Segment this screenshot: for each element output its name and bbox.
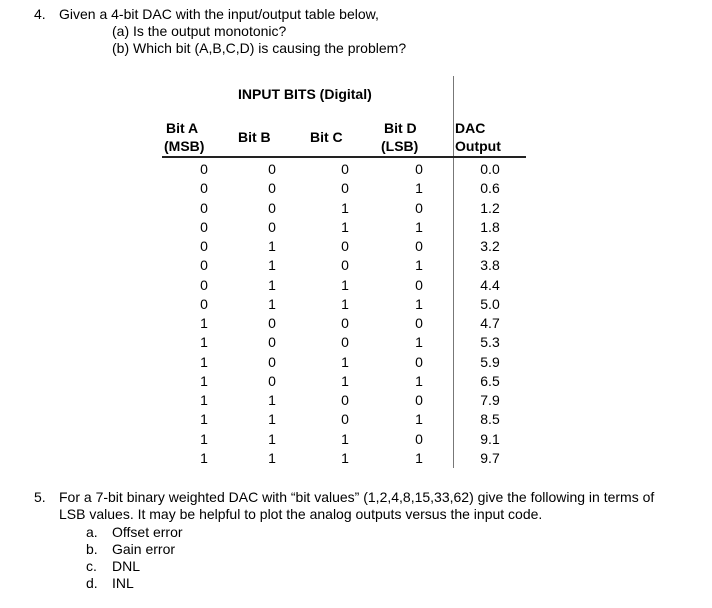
- cell-bit-a: 1: [200, 449, 208, 466]
- cell-bit-a: 1: [200, 372, 208, 389]
- input-bits-header: INPUT BITS (Digital): [238, 86, 372, 102]
- cell-bit-d: 0: [415, 199, 423, 216]
- cell-bit-d: 0: [415, 430, 423, 447]
- cell-bit-b: 1: [268, 430, 276, 447]
- cell-bit-c: 0: [341, 257, 349, 274]
- cell-dac-output: 0.6: [480, 180, 500, 197]
- cell-bit-d: 1: [415, 411, 423, 428]
- list-marker: b.: [86, 541, 98, 557]
- cell-bit-b: 1: [268, 392, 276, 408]
- cell-bit-b: 0: [268, 180, 276, 197]
- cell-bit-b: 0: [268, 199, 276, 216]
- cell-bit-c: 1: [341, 372, 349, 389]
- cell-bit-c: 1: [341, 295, 349, 312]
- cell-bit-d: 1: [415, 218, 423, 235]
- header-bit-b: Bit B: [238, 129, 271, 145]
- cell-bit-a: 0: [200, 161, 208, 177]
- list-marker: d.: [86, 575, 98, 591]
- cell-bit-b: 1: [268, 257, 276, 274]
- cell-bit-a: 0: [200, 218, 208, 235]
- cell-bit-c: 0: [341, 238, 349, 254]
- cell-bit-d: 0: [415, 392, 423, 408]
- cell-dac-output: 8.5: [480, 411, 500, 428]
- header-bit-a-msb: (MSB): [164, 138, 205, 154]
- cell-bit-c: 1: [341, 430, 349, 447]
- cell-bit-b: 0: [268, 353, 276, 370]
- cell-bit-a: 1: [200, 411, 208, 428]
- cell-dac-output: 0.0: [480, 161, 500, 177]
- cell-dac-output: 4.7: [480, 315, 500, 331]
- cell-bit-b: 0: [268, 372, 276, 389]
- cell-bit-d: 1: [415, 295, 423, 312]
- q5-line2: LSB values. It may be helpful to plot the analog outputs versus the input code.: [59, 506, 543, 522]
- cell-bit-b: 0: [268, 315, 276, 331]
- cell-bit-a: 1: [200, 315, 208, 331]
- q4-part-a: (a) Is the output monotonic?: [112, 23, 287, 39]
- header-bit-d: Bit D: [384, 120, 417, 136]
- cell-dac-output: 3.8: [480, 257, 500, 274]
- cell-bit-b: 1: [268, 411, 276, 428]
- cell-bit-c: 0: [341, 392, 349, 408]
- cell-bit-c: 1: [341, 218, 349, 235]
- cell-bit-b: 1: [268, 449, 276, 466]
- cell-dac-output: 1.2: [480, 199, 500, 216]
- list-text: INL: [112, 575, 134, 591]
- cell-bit-d: 0: [415, 238, 423, 254]
- q5-list-item: [86, 524, 183, 541]
- header-output: Output: [455, 138, 501, 154]
- cell-bit-d: 1: [415, 180, 423, 197]
- cell-dac-output: 1.8: [480, 218, 500, 235]
- cell-dac-output: 3.2: [480, 238, 500, 254]
- list-marker: c.: [86, 558, 97, 574]
- cell-bit-b: 1: [268, 295, 276, 312]
- cell-dac-output: 9.7: [480, 449, 500, 466]
- header-bit-c: Bit C: [310, 129, 343, 145]
- q4-text: Given a 4-bit DAC with the input/output table below,: [59, 6, 379, 22]
- q5-list-item: [86, 541, 175, 558]
- list-text: Gain error: [112, 541, 176, 557]
- cell-bit-c: 0: [341, 334, 349, 351]
- cell-dac-output: 6.5: [480, 372, 500, 389]
- cell-bit-d: 1: [415, 449, 423, 466]
- q5-list-item: [86, 558, 140, 575]
- q5-number: 5.: [34, 489, 46, 505]
- q5-line1: For a 7-bit binary weighted DAC with “bit values” (1,2,4,8,15,33,62) give the following in terms of: [59, 489, 655, 505]
- cell-bit-d: 1: [415, 372, 423, 389]
- cell-bit-d: 1: [415, 334, 423, 351]
- cell-bit-b: 0: [268, 334, 276, 351]
- cell-bit-c: 0: [341, 180, 349, 197]
- cell-bit-a: 0: [200, 276, 208, 293]
- cell-bit-d: 0: [415, 315, 423, 331]
- cell-bit-a: 1: [200, 334, 208, 351]
- header-dac: DAC: [455, 120, 486, 136]
- header-underline: [162, 156, 526, 158]
- cell-bit-c: 1: [341, 276, 349, 293]
- q5-list-item: [86, 575, 134, 592]
- cell-dac-output: 5.9: [480, 353, 500, 370]
- cell-bit-b: 1: [268, 238, 276, 254]
- cell-dac-output: 9.1: [480, 430, 500, 447]
- cell-bit-b: 1: [268, 276, 276, 293]
- cell-bit-a: 1: [200, 353, 208, 370]
- cell-bit-a: 0: [200, 199, 208, 216]
- cell-bit-c: 0: [341, 411, 349, 428]
- cell-bit-c: 1: [341, 449, 349, 466]
- cell-bit-a: 1: [200, 430, 208, 447]
- header-bit-d-lsb: (LSB): [381, 138, 419, 154]
- cell-bit-c: 0: [341, 315, 349, 331]
- cell-dac-output: 5.3: [480, 334, 500, 351]
- cell-dac-output: 4.4: [480, 276, 500, 293]
- cell-bit-c: 0: [341, 161, 349, 177]
- cell-bit-a: 0: [200, 257, 208, 274]
- cell-bit-d: 1: [415, 257, 423, 274]
- cell-bit-a: 1: [200, 392, 208, 408]
- cell-bit-b: 0: [268, 218, 276, 235]
- cell-dac-output: 7.9: [480, 392, 500, 408]
- cell-bit-d: 0: [415, 276, 423, 293]
- cell-dac-output: 5.0: [480, 295, 500, 312]
- cell-bit-c: 1: [341, 199, 349, 216]
- cell-bit-d: 0: [415, 353, 423, 370]
- cell-bit-d: 0: [415, 161, 423, 177]
- header-bit-a: Bit A: [166, 120, 199, 136]
- table-vertical-divider: [453, 76, 454, 468]
- cell-bit-b: 0: [268, 161, 276, 177]
- list-text: Offset error: [112, 524, 183, 540]
- cell-bit-a: 0: [200, 295, 208, 312]
- q4-number: 4.: [34, 6, 46, 22]
- q4-part-b: (b) Which bit (A,B,C,D) is causing the problem?: [112, 40, 407, 56]
- list-marker: a.: [86, 524, 98, 540]
- cell-bit-a: 0: [200, 238, 208, 254]
- cell-bit-a: 0: [200, 180, 208, 197]
- list-text: DNL: [112, 558, 141, 574]
- cell-bit-c: 1: [341, 353, 349, 370]
